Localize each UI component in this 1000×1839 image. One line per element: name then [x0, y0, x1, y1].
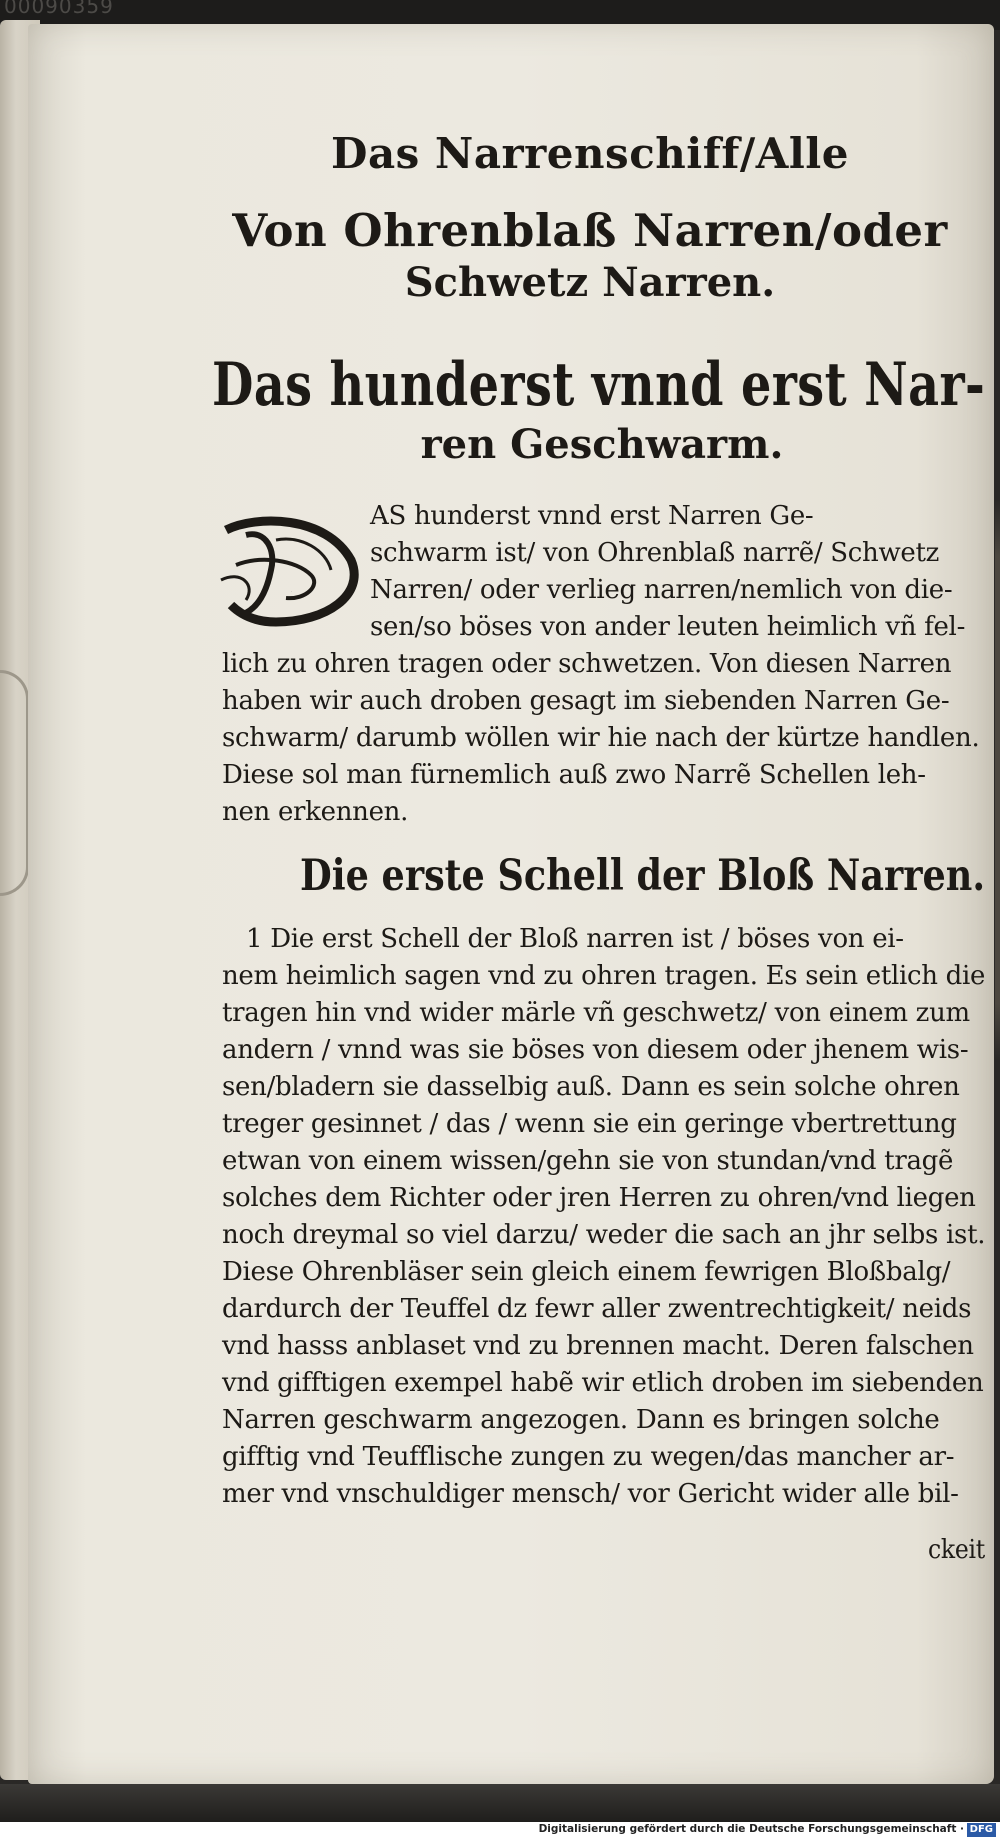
intro-line-5: lich zu ohren tragen oder schwetzen. Von diesen Narren	[222, 649, 952, 679]
body-line-15: gifftig vnd Teufflische zungen zu wegen/das mancher ar-	[222, 1442, 955, 1472]
body-line-9: noch dreymal so viel darzu/ weder die sach an jhr selbs ist.	[222, 1220, 986, 1250]
section-heading: Die erste Schell der Bloß Narren.	[300, 851, 986, 901]
scan-bottom-strip	[0, 1784, 1000, 1822]
scan-id: 00090359	[4, 0, 114, 18]
catchword: ckeit	[928, 1535, 985, 1565]
body-line-13: vnd gifftigen exempel habẽ wir etlich droben im siebenden	[222, 1368, 984, 1398]
body-line-1: 1 Die erst Schell der Bloß narren ist / böses von ei-	[246, 924, 904, 954]
dfg-logo: DFG	[967, 1823, 996, 1837]
decorated-initial-icon	[216, 510, 366, 630]
body-line-6: treger gesinnet / das / wenn sie ein geringe vbertrettung	[222, 1109, 957, 1139]
body-line-10: Diese Ohrenbläser sein gleich einem fewrigen Bloßbalg/	[222, 1257, 951, 1287]
body-line-16: mer vnd vnschuldiger mensch/ vor Gericht wider alle bil-	[222, 1479, 959, 1509]
intro-line-3: Narren/ oder verlieg narren/nemlich von die-	[370, 575, 953, 605]
body-line-4: andern / vnnd was sie böses von diesem oder jhenem wis-	[222, 1035, 969, 1065]
body-line-8: solches dem Richter oder jren Herren zu ohren/vnd liegen	[222, 1183, 976, 1213]
intro-line-2: schwarm ist/ von Ohrenblaß narrẽ/ Schwetz	[370, 538, 940, 568]
intro-line-4: sen/so böses von ander leuten heimlich vñ fel-	[370, 612, 966, 642]
intro-line-6: haben wir auch droben gesagt im siebenden Narren Ge-	[222, 686, 950, 716]
body-line-3: tragen hin vnd wider märle vñ geschwetz/ von einem zum	[222, 998, 970, 1028]
intro-line-8: Diese sol man fürnemlich auß zwo Narrẽ Schellen leh-	[222, 760, 926, 790]
body-line-5: sen/bladern sie dasselbig auß. Dann es sein solche ohren	[222, 1072, 960, 1102]
initial-letter: D	[291, 592, 292, 593]
title-line-1: Das Narrenschiff/Alle	[331, 129, 849, 178]
body-line-2: nem heimlich sagen vnd zu ohren tragen. Es sein etlich die	[222, 961, 986, 991]
title-line-3: Schwetz Narren.	[404, 259, 776, 306]
chapter-heading-line-2: ren Geschwarm.	[420, 421, 784, 468]
intro-line-7: schwarm/ darumb wöllen wir hie nach der kürtze handlen.	[222, 723, 980, 753]
body-line-11: dardurch der Teuffel dz fewr aller zwentrechtigkeit/ neids	[222, 1294, 972, 1324]
page-margin-shadow	[995, 500, 1000, 1060]
body-line-12: vnd hasss anblaset vnd zu brennen macht. Deren falschen	[222, 1331, 974, 1361]
book-clasp-mark	[0, 670, 29, 896]
chapter-heading-line-1: Das hunderst vnnd erst Nar-	[212, 350, 986, 420]
intro-line-9: nen erkennen.	[222, 797, 409, 827]
title-line-2: Von Ohrenblaß Narren/oder	[232, 204, 948, 257]
footer-credit: Digitalisierung gefördert durch die Deutsche Forschungsgemeinschaft ·	[538, 1823, 964, 1835]
body-line-14: Narren geschwarm angezogen. Dann es bringen solche	[222, 1405, 940, 1435]
intro-line-1: AS hunderst vnnd erst Narren Ge-	[370, 501, 814, 531]
body-line-7: etwan von einem wissen/gehn sie von stundan/vnd tragẽ	[222, 1146, 954, 1176]
